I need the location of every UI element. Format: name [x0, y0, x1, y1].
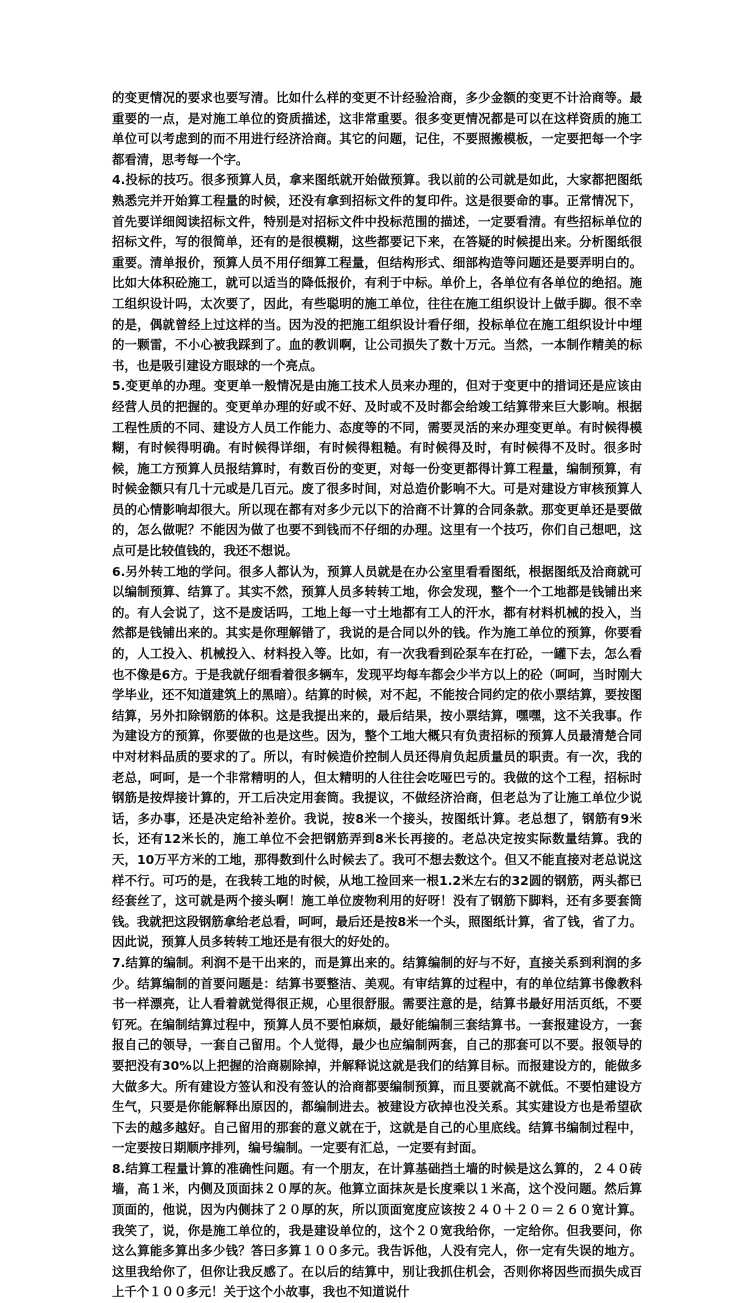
- paragraph-change-orders: 5.变更单的办理。变更单一般情况是由施工技术人员来办理的，但对于变更中的措词还是应该由经营人员的把握的。变更单办理的好或不好、及时或不及时都会给竣工结算带来巨大影响。根据工程性质的不同、建设方人员工作能力、态度等的不同，需要灵活的来办理变更单。有时候得模糊，有时候得明确。有时候得详细，有时候得粗糙。有时候得及时，有时候得不及时。很多时候，施工方预算人员报结算时，有数百份的变更，对每一份变更都得计算工程量，编制预算，有时候金额只有几十元或是几百元。废了很多时间，对总造价影响不大。可是对建设方审核预算人员的心情影响却很大。所以现在都有对多少元以下的洽商不计算的合同条款。那变更单还是要做的，怎么做呢？不能因为做了也要不到钱而不仔细的办理。这里有一个技巧，你们自己想吧，这点可是比较值钱的，我还不想说。: [112, 378, 642, 559]
- paragraph-intro-continued: 的变更情况的要求也要写清。比如什么样的变更不计经验洽商，多少金额的变更不计洽商等。最重要的一点，是对施工单位的资质描述，这非常重要。很多变更情况都是可以在这样资质的施工单位可以考虑到的而不用进行经济洽商。其它的问题，记住，不要照搬模板，一定要把每一个字都看清，思考每一个字。: [112, 90, 642, 167]
- paragraph-site-visits: 6.另外转工地的学问。很多人都认为，预算人员就是在办公室里看看图纸，根据图纸及洽商就可以编制预算、结算了。其实不然，预算人员多转转工地，你会发现，整个一个工地都是钱铺出来的。有人会说了，这不是废话吗，工地上每一寸土地都有工人的汗水，都有材料机械的投入，当然都是钱铺出来的。其实是你理解错了，我说的是合同以外的钱。作为施工单位的预算，你要看的，人工投入、机械投入、材料投入等。比如，有一次我看到砼泵车在打砼，一罐下去，怎么看也不像是6方。于是我就仔细看着很多辆车，发现平均每车都会少半方以上的砼（呵呵，当时刚大学毕业，还不知道建筑上的黑暗）。结算的时候，对不起，不能按合同约定的依小票结算，要按图结算，另外扣除钢筋的体积。这是我提出来的，最后结果，按小票结算，嘿嘿，这不关我事。作为建设方的预算，你要做的也是这些。因为，整个工地大概只有负责招标的预算人员最清楚合同中对材料品质的要求的了。所以，有时候造价控制人员还得肩负起质量员的职责。有一次，我的老总，呵呵，是一个非常精明的人，但太精明的人往往会吃哑巴亏的。我做的这个工程，招标时钢筋是按焊接计算的，开工后决定用套筒。我提议，不做经济洽商，但老总为了让施工单位少说话，多办事，还是决定给补差价。我说，按8米一个接头，按图纸计算。老总想了，钢筋有9米长，还有12米长的，施工单位不会把钢筋弄到8米长再接的。老总决定按实际数量结算。我的天，10万平方米的工地，那得数到什么时候去了。我可不想去数这个。但又不能直接对老总说这样不行。可巧的是，在我转工地的时候，从地工捡回来一根1.2米左右的32圆的钢筋，两头都已经套丝了，这可就是两个接头啊！施工单位废物利用的好呀！没有了钢筋下脚料，还有多要套筒钱。我就把这段钢筋拿给老总看，呵呵，最后还是按8米一个头，照图纸计算，省了钱，省了力。因此说，预算人员多转转工地还是有很大的好处的。: [112, 563, 642, 950]
- paragraph-settlement-preparation: 7.结算的编制。利润不是干出来的，而是算出来的。结算编制的好与不好，直接关系到利润的多少。结算编制的首要问题是：结算书要整洁、美观。有审结算的过程中，有的单位结算书像教科书一样漂亮，让人看着就觉得很正规，心里很舒服。需要注意的是，结算书最好用活页纸，不要钉死。在编制结算过程中，预算人员不要怕麻烦，最好能编制三套结算书。一套报建设方，一套报自己的领导，一套自己留用。个人觉得，最少也应编制两套，自己的那套可以不要。报领导的要把没有30%以上把握的洽商剔除掉，并解释说这就是我们的结算目标。而报建设方的，能做多大做多大。所有建设方签认和没有签认的洽商都要编制预算，而且要就高不就低。不要怕建设方生气，只要是你能解释出原因的，都编制进去。被建设方砍掉也没关系。其实建设方也是希望砍下去的越多越好。自己留用的那套的意义就在于，这就是自己的心里底线。结算书编制过程中，一定要按日期顺序排列，编号编制。一定要有汇总，一定要有封面。: [112, 954, 642, 1156]
- document-page: [112, 88, 642, 1303]
- paragraph-quantity-accuracy: 8.结算工程量计算的准确性问题。有一个朋友，在计算基础挡土墙的时候是这么算的，２４０砖墙，高１米，内侧及顶面抹２０厚的灰。他算立面抹灰是长度乘以１米高，这个没问题。然后算顶面的，他说，因为内侧抹了２０厚的灰，所以顶面宽度应该按２４０＋２０＝２６０宽计算。我笑了，说，你是施工单位的，我是建设单位的，这个２０宽我给你，一定给你。但我要问，你这么算能多算出多少钱？答曰多算１００多元。我告诉他，人没有完人，你一定有失误的地方。这里我给你了，但你让我反感了。在以后的结算中，别让我抓住机会，否则你将因些而损失成百上千个１００多元！关于这个小故事，我也不知道说什: [112, 1160, 642, 1300]
- paragraph-bidding-skills: 4.投标的技巧。很多预算人员，拿来图纸就开始做预算。我以前的公司就是如此，大家都把图纸熟悉完并开始算工程量的时候，还没有拿到招标文件的复印件。这是很要命的事。正常情况下，首先要详细阅读招标文件，特别是对招标文件中投标范围的描述，一定要看清。有些招标单位的招标文件，写的很简单，还有的是很模糊，这些都要记下来，在答疑的时候提出来。分析图纸很重要。清单报价，预算人员不用仔细算工程量，但结构形式、细部构造等问题还是要弄明白的。比如大体积砼施工，就可以适当的降低报价，有利于中标。单价上，各单位有各单位的绝招。施工组织设计吗，太次要了，因此，有些聪明的施工单位，往往在施工组织设计上做手脚。很不幸的是，偶就曾经上过这样的当。因为没的把施工组织设计看仔细，投标单位在施工组织设计中埋的一颗雷，不小心被我踩到了。血的教训啊，让公司损失了数十万元。当然，一本制作精美的标书，也是吸引建设方眼球的一个亮点。: [112, 172, 642, 373]
